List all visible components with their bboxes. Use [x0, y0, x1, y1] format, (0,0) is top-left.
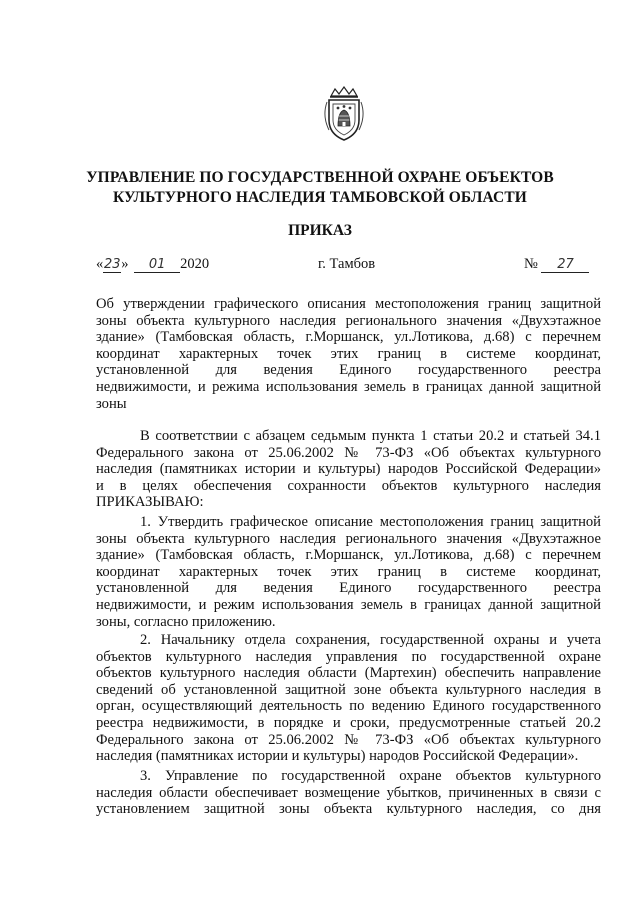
item2-line: сведений об установленной защитной зоне объекта культурного наследия в [96, 681, 601, 698]
organization-name-line2: КУЛЬТУРНОГО НАСЛЕДИЯ ТАМБОВСКОЙ ОБЛАСТИ [113, 189, 527, 206]
number-sign: № [524, 256, 538, 272]
subject-line: зоны объекта культурного наследия регионального значения «Двухэтажное [96, 312, 601, 329]
item2-line: Федерального закона от 25.06.2002 № 73-ФЗ «Об объектах культурного [96, 731, 601, 748]
number-value: 27 [541, 257, 589, 273]
item1-line: 1. Утвердить графическое описание местоположения границ защитной [140, 514, 601, 530]
order-item-3 [96, 768, 601, 818]
order-city: г. Тамбов [318, 256, 376, 272]
item2-line: наследия (памятниках истории и культуры) народов Российской Федерации». [96, 748, 579, 765]
item1-line: координат характерных точек этих границ в системе координат, [96, 563, 601, 580]
item2-line: объектов культурного наследия области (Мартехин) обеспечить направление [96, 665, 601, 682]
subject-line: Об утверждении графического описания местоположения границ защитной [96, 296, 601, 312]
item1-line: зоны объекта культурного наследия регионального значения «Двухэтажное [96, 530, 601, 547]
preamble-paragraph [96, 428, 601, 511]
item1-line: зоны, согласно приложению. [96, 613, 276, 630]
preamble-line: ПРИКАЗЫВАЮ: [96, 494, 204, 511]
preamble-line: и в целях обеспечения сохранности объектов культурного наследия [96, 477, 601, 494]
item2-line: реестра недвижимости, в порядке и сроки, предусмотренные статьей 20.2 [96, 714, 601, 731]
preamble-line: Федерального закона от 25.06.2002 № 73-ФЗ «Об объектах культурного [96, 444, 601, 461]
coat-of-arms-emblem [321, 86, 367, 142]
date-day: 23 [103, 257, 121, 272]
date-open-quote: « [96, 256, 104, 272]
item2-line: объектов культурного наследия управления по государственной охране [96, 648, 601, 665]
subject-line: недвижимости, и режима использования земель в границах данной защитной [96, 378, 601, 395]
order-subject [96, 296, 601, 412]
date-month: 01 [134, 257, 180, 273]
order-item-2 [96, 632, 601, 765]
order-number [524, 256, 589, 273]
item2-line: орган, осуществляющий деятельность по ведению Единого государственного [96, 698, 601, 715]
item3-line: наследия области обеспечивает возмещение убытков, причиненных в связи с [96, 784, 601, 801]
subject-line: установленной для ведения Единого государственного реестра [96, 362, 601, 379]
item2-line: 2. Начальнику отдела сохранения, государственной охраны и учета [140, 632, 601, 648]
item1-line: установленной для ведения Единого государственного реестра [96, 580, 601, 597]
order-item-1 [96, 514, 601, 630]
preamble-line: В соответствии с абзацем седьмым пункта 1 статьи 20.2 и статьей 34.1 [140, 428, 601, 444]
preamble-line: наследия (памятниках истории и культуры) народов Российской Федерации» [96, 461, 601, 478]
document-type: ПРИКАЗ [288, 222, 352, 239]
item3-line: установлением защитной зоны объекта культурного наследия, со дня [96, 801, 601, 818]
item3-line: 3. Управление по государственной охране объектов культурного [140, 768, 601, 784]
subject-line: зоны [96, 395, 127, 412]
subject-line: здание» (Тамбовская область, г.Моршанск, ул.Лотикова, д.68) с перечнем [96, 329, 601, 346]
organization-name-line1: УПРАВЛЕНИЕ ПО ГОСУДАРСТВЕННОЙ ОХРАНЕ ОБЪЕКТОВ [86, 169, 554, 186]
item1-line: здание» (Тамбовская область, г.Моршанск, ул.Лотикова, д.68) с перечнем [96, 547, 601, 564]
date-close-quote: » [121, 256, 129, 272]
item1-line: недвижимости, и режим использования земель в границах данной защитной [96, 596, 601, 613]
order-date [96, 256, 209, 273]
subject-line: координат характерных точек этих границ в системе координат, [96, 345, 601, 362]
date-year: 2020 [180, 256, 210, 272]
